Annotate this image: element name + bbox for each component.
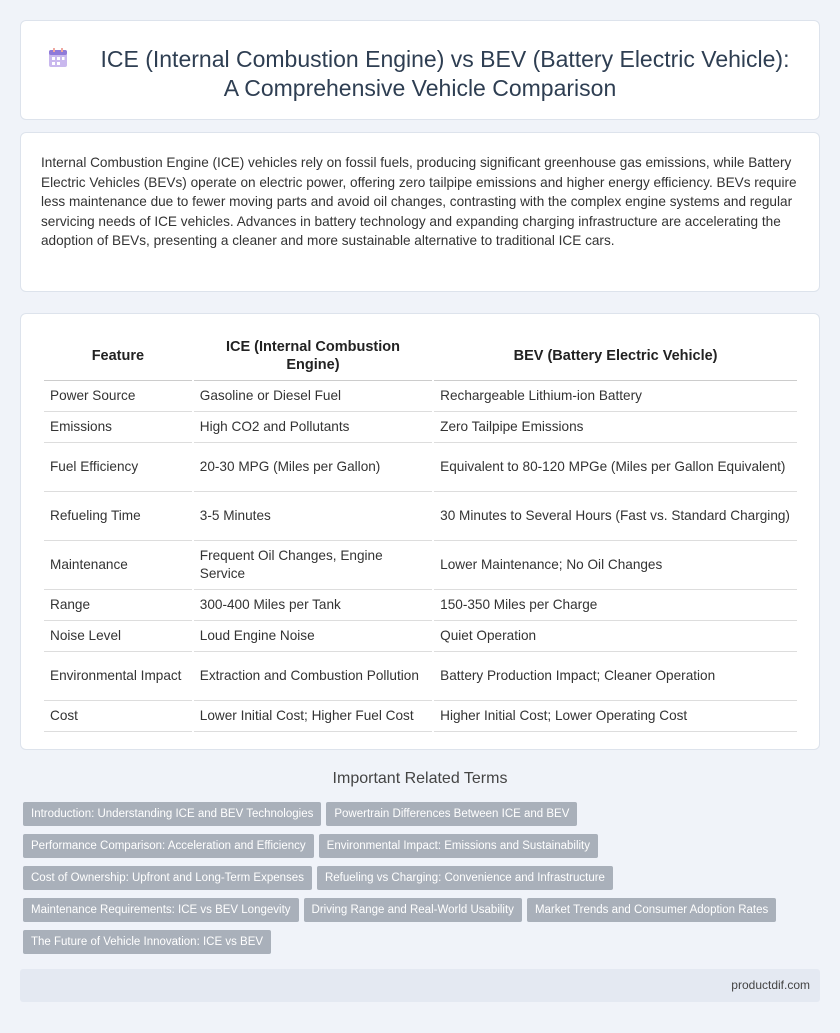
related-term-tag[interactable]: The Future of Vehicle Innovation: ICE vs BEV [23, 930, 271, 954]
cell-bev: Equivalent to 80-120 MPGe (Miles per Gallon Equivalent) [434, 443, 797, 492]
table-row [44, 701, 797, 732]
intro-paragraph: Internal Combustion Engine (ICE) vehicles rely on fossil fuels, producing significant greenhouse gas emissions, while Battery Electric Vehicles (BEVs) operate on electric power, offering zero tailpipe emissions and higher energy efficiency. BEVs require less maintenance due to fewer moving parts and avoid oil changes, contrasting with the complex engine systems and regular servicing needs of ICE vehicles. Advances in battery technology and expanding charging infrastructure are accelerating the adoption of BEVs, presenting a cleaner and more sustainable alternative to traditional ICE cars. [41, 155, 797, 248]
cell-ice: 300-400 Miles per Tank [194, 590, 432, 621]
table-row [44, 590, 797, 621]
cell-feature: Noise Level [44, 621, 192, 652]
cell-bev: 30 Minutes to Several Hours (Fast vs. Standard Charging) [434, 492, 797, 541]
page-title-line1: ICE (Internal Combustion Engine) vs BEV (Battery Electric Vehicle): [100, 46, 790, 72]
cell-bev: Rechargeable Lithium-ion Battery [434, 381, 797, 412]
table-row [44, 541, 797, 590]
footer [20, 969, 820, 1002]
related-term-tag[interactable]: Maintenance Requirements: ICE vs BEV Longevity [23, 898, 299, 922]
related-term-tag[interactable]: Refueling vs Charging: Convenience and Infrastructure [317, 866, 613, 890]
cell-ice: Extraction and Combustion Pollution [194, 652, 432, 701]
related-term-tag[interactable]: Performance Comparison: Acceleration and Efficiency [23, 834, 314, 858]
related-terms-list [23, 802, 813, 962]
cell-feature: Environmental Impact [44, 652, 192, 701]
related-term-tag[interactable]: Driving Range and Real-World Usability [304, 898, 522, 922]
cell-feature: Cost [44, 701, 192, 732]
cell-bev: 150-350 Miles per Charge [434, 590, 797, 621]
cell-ice: 3-5 Minutes [194, 492, 432, 541]
cell-bev: Higher Initial Cost; Lower Operating Cost [434, 701, 797, 732]
page-title [21, 45, 819, 103]
related-terms-heading: Important Related Terms [332, 770, 508, 787]
cell-feature: Maintenance [44, 541, 192, 590]
page-title-line2: A Comprehensive Vehicle Comparison [223, 75, 617, 101]
related-term-tag[interactable]: Market Trends and Consumer Adoption Rates [527, 898, 776, 922]
cell-ice: Lower Initial Cost; Higher Fuel Cost [194, 701, 432, 732]
table-header-row [44, 332, 797, 381]
cell-feature: Power Source [44, 381, 192, 412]
table-row [44, 412, 797, 443]
cell-ice: Gasoline or Diesel Fuel [194, 381, 432, 412]
intro-card [20, 132, 820, 292]
column-header-feature: Feature [44, 332, 192, 381]
cell-feature: Refueling Time [44, 492, 192, 541]
related-term-tag[interactable]: Powertrain Differences Between ICE and BEV [326, 802, 577, 826]
cell-feature: Range [44, 590, 192, 621]
cell-feature: Fuel Efficiency [44, 443, 192, 492]
table-row [44, 492, 797, 541]
comparison-table-card [20, 313, 820, 750]
cell-feature: Emissions [44, 412, 192, 443]
table-row [44, 443, 797, 492]
column-header-bev: BEV (Battery Electric Vehicle) [434, 332, 797, 381]
cell-ice: Frequent Oil Changes, Engine Service [194, 541, 432, 590]
comparison-table [42, 332, 799, 732]
header-card [20, 20, 820, 120]
cell-bev: Quiet Operation [434, 621, 797, 652]
table-row [44, 621, 797, 652]
cell-bev: Lower Maintenance; No Oil Changes [434, 541, 797, 590]
related-term-tag[interactable]: Cost of Ownership: Upfront and Long-Term Expenses [23, 866, 312, 890]
column-header-ice: ICE (Internal Combustion Engine) [194, 332, 432, 381]
footer-site-link[interactable]: productdif.com [731, 978, 810, 992]
cell-bev: Zero Tailpipe Emissions [434, 412, 797, 443]
cell-ice: Loud Engine Noise [194, 621, 432, 652]
related-term-tag[interactable]: Introduction: Understanding ICE and BEV Technologies [23, 802, 321, 826]
related-term-tag[interactable]: Environmental Impact: Emissions and Sustainability [319, 834, 598, 858]
cell-ice: High CO2 and Pollutants [194, 412, 432, 443]
table-row [44, 652, 797, 701]
table-row [44, 381, 797, 412]
cell-ice: 20-30 MPG (Miles per Gallon) [194, 443, 432, 492]
cell-bev: Battery Production Impact; Cleaner Operation [434, 652, 797, 701]
